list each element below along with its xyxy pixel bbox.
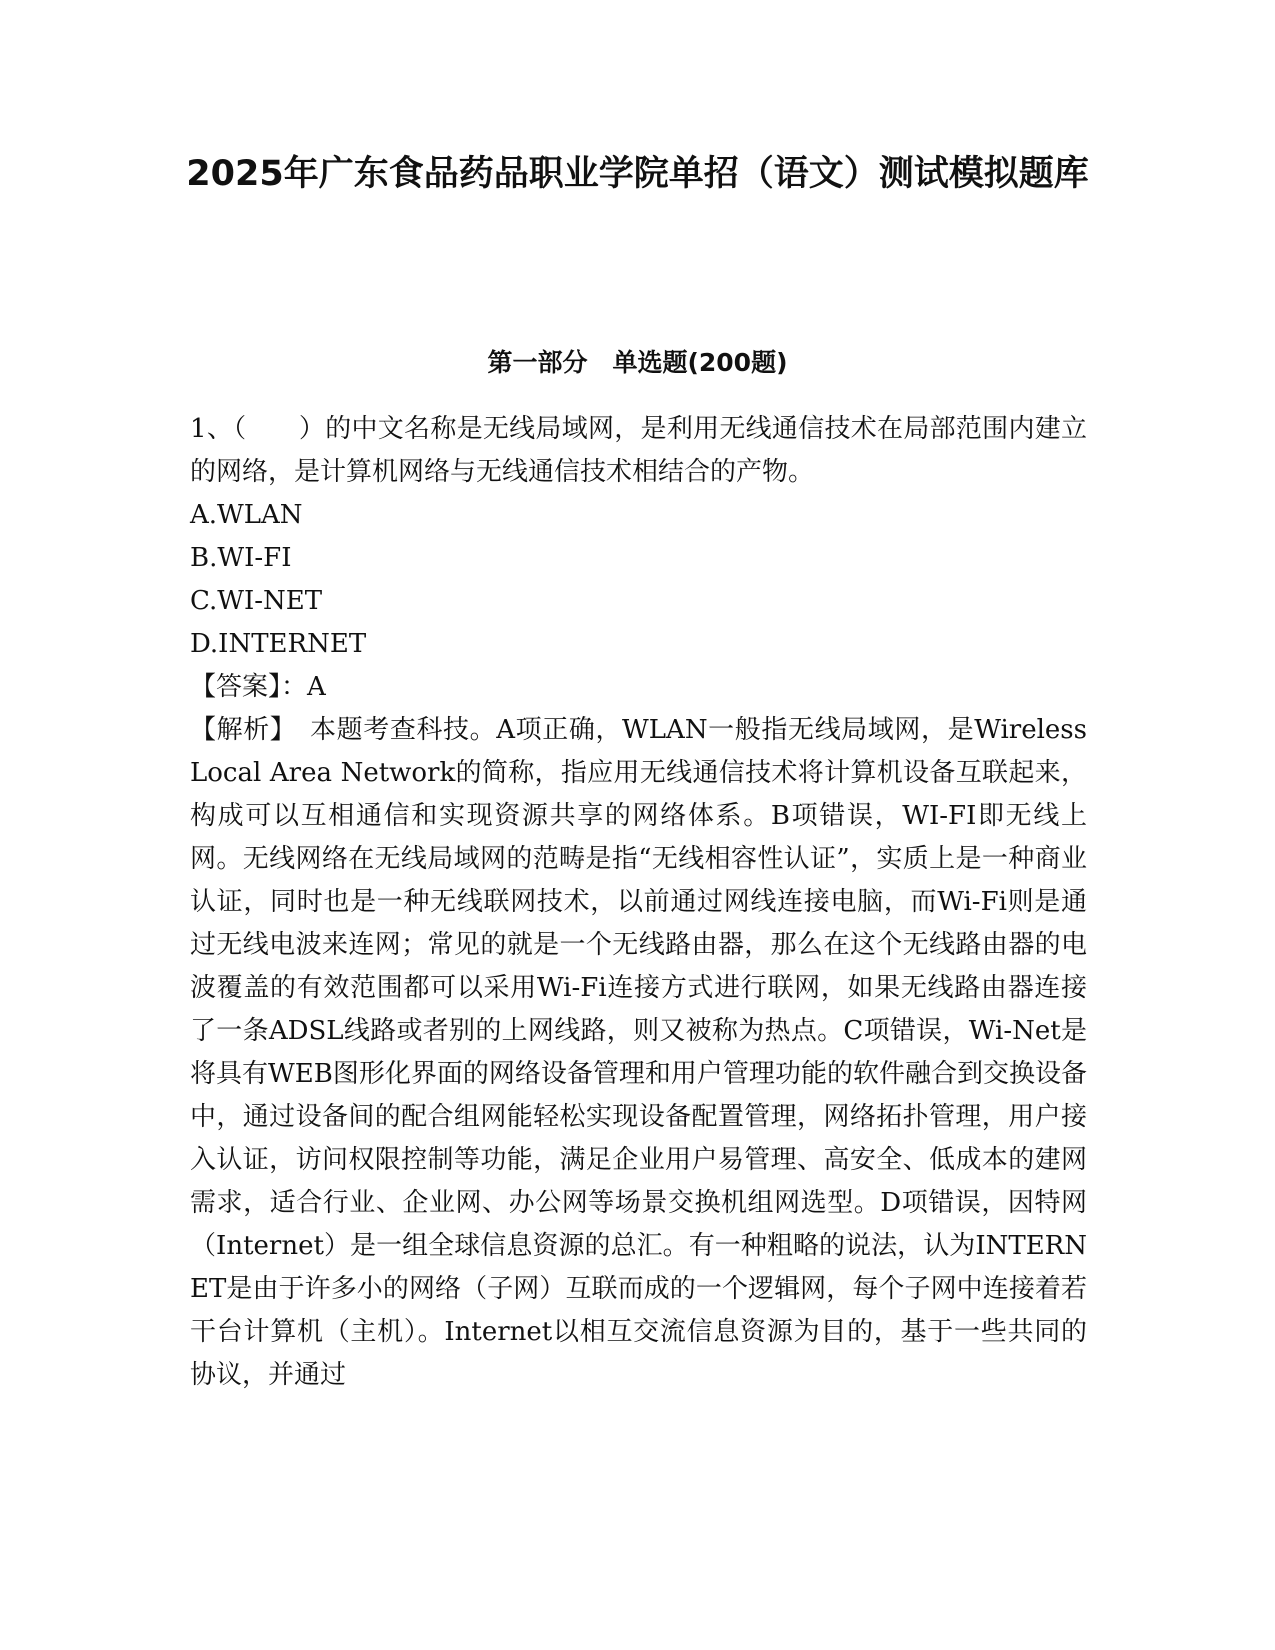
question-stem: 1、（ ）的中文名称是无线局域网，是利用无线通信技术在局部范围内建立的网络，是计算机网络与无线通信技术相结合的产物。 <box>190 414 1087 487</box>
document-title: 2025年广东食品药品职业学院单招（语文）测试模拟题库 <box>186 154 1089 194</box>
option-d: D.INTERNET <box>190 629 367 659</box>
option-a: A.WLAN <box>190 500 303 530</box>
section-heading: 第一部分 单选题(200题) <box>487 348 788 377</box>
option-list <box>190 494 366 666</box>
answer-label: 【答案】 <box>190 672 282 702</box>
option-b: B.WI-FI <box>190 543 292 573</box>
answer-line <box>190 666 326 709</box>
analysis-text: 本题考查科技。A项正确，WLAN一般指无线局域网，是Wireless Local Area Network的简称，指应用无线通信技术将计算机设备互联起来，构成可以互相通信和实现资源共享的网络体系。B项错误，WI-FI即无线上网。无线网络在无线局域网的范畴是指“无线相容性认证”，实质上是一种商业认证，同时也是一种无线联网技术，以前通过网线连接电脑，而Wi-Fi则是通过无线电波来连网；常见的就是一个无线路由器，那么在这个无线路由器的电波覆盖的有效范围都可以采用Wi-Fi连接方式进行联网，如果无线路由器连接了一条ADSL线路或者别的上网线路，则又被称为热点。C项错误，Wi-Net是将具有WEB图形化界面的网络设备管理和用户管理功能的软件融合到交换设备中，通过设备间的配合组网能轻松实现设备配置管理，网络拓扑管理，用户接入认证，访问权限控制等功能，满足企业用户易管理、高安全、低成本的建网需求，适合行业、企业网、办公网等场景交换机组网选型。D项错误，因特网（Internet）是一组全球信息资源的总汇。有一种粗略的说法，认为INTERNET是由于许多小的网络（子网）互联而成的一个逻辑网，每个子网中连接着若干台计算机（主机）。Internet以相互交流信息资源为目的，基于一些共同的协议，并通过 <box>190 715 1096 1390</box>
analysis-label: 【解析】 <box>190 715 284 745</box>
option-c: C.WI-NET <box>190 586 323 616</box>
answer-value: ：A <box>281 672 326 702</box>
analysis-paragraph <box>190 709 1096 1397</box>
